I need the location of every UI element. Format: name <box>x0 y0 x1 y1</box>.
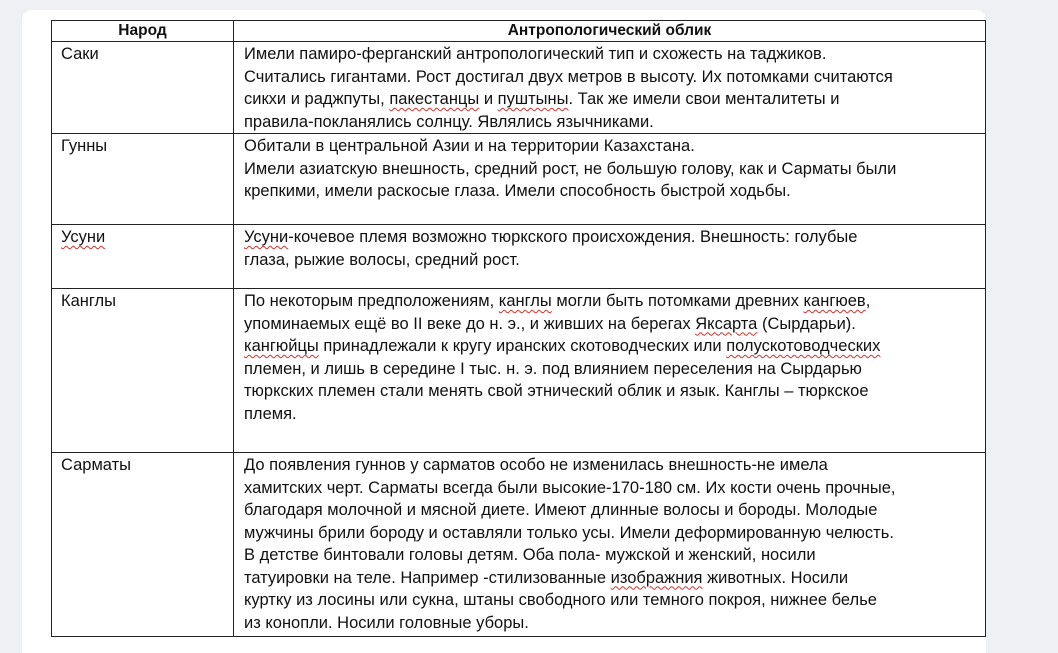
text-segment: Имели азиатскую внешность, средний рост, не большую голову, как и Сарматы были <box>244 159 897 178</box>
table-row <box>52 289 986 453</box>
spellcheck-word: пуштыны <box>497 90 569 108</box>
appearance-line <box>244 249 977 272</box>
appearance-line <box>244 544 977 567</box>
spellcheck-word: пакестанцы <box>389 90 480 108</box>
text-segment: принадлежали к кругу иранских скотоводческих или <box>318 337 727 355</box>
text-segment: По некоторым предположениям, <box>244 292 499 310</box>
appearance-line <box>244 313 977 336</box>
text-segment: . Так же имели свои менталитеты и <box>568 90 840 108</box>
text-segment: правила-покланялись солнцу. Являлись язычниками. <box>244 112 654 131</box>
text-segment: могли быть потомками древних <box>551 292 804 310</box>
text-segment: Считались гигантами. Рост достигал двух метров в высоту. Их потомками считаются <box>244 67 893 86</box>
appearance-line <box>244 158 977 181</box>
text-segment: из конопли. Носили головные уборы. <box>244 613 529 632</box>
appearance-line <box>244 380 977 403</box>
appearance-line <box>244 180 977 203</box>
table-header-row <box>52 21 986 42</box>
appearance-cell <box>234 225 986 289</box>
text-segment: Обитали в центральной Азии и на территории Казахстана. <box>244 137 695 155</box>
header-appearance: Антропологический облик <box>234 21 986 42</box>
appearance-line <box>244 135 977 158</box>
text-segment: племен, и лишь в середине I тыс. н. э. под влиянием переселения на Сырдарью <box>244 359 862 378</box>
text-segment: , <box>865 292 871 310</box>
appearance-line <box>244 226 977 249</box>
appearance-line <box>244 66 977 89</box>
text-segment: хамитских черт. Сарматы всегда были высокие-170-180 см. Их кости очень прочные, <box>244 478 896 497</box>
text-segment: Имели памиро-ферганский антропологический тип и схожесть на таджиков. <box>244 45 827 63</box>
ethnography-table <box>51 20 986 637</box>
text-segment: (Сырдарьи). <box>757 314 856 333</box>
spellcheck-word: кангюйцы <box>244 337 319 355</box>
table-row <box>52 42 986 134</box>
people-name-cell <box>52 42 234 134</box>
text-segment: сикхи и раджпуты, <box>244 90 390 108</box>
text-segment: животных. Носили <box>702 568 849 587</box>
appearance-line <box>244 454 977 477</box>
table-row <box>52 225 986 289</box>
text-segment: глаза, рыжие волосы, средний рост. <box>244 250 520 269</box>
appearance-cell <box>234 289 986 453</box>
appearance-cell <box>234 42 986 134</box>
appearance-line <box>244 335 977 358</box>
text-segment: упоминаемых ещё во II веке до н. э., и живших на берегах <box>244 314 696 333</box>
text-segment: племя. <box>244 404 297 423</box>
appearance-line <box>244 589 977 612</box>
appearance-line <box>244 88 977 111</box>
text-segment: татуировки на теле. Например -стилизованные <box>244 568 611 587</box>
people-name-cell <box>52 225 234 289</box>
table-body <box>52 42 986 637</box>
header-people: Народ <box>52 21 234 42</box>
appearance-line <box>244 43 977 66</box>
text-segment: До появления гуннов у сарматов особо не изменилась внешность-не имела <box>244 456 828 474</box>
appearance-line <box>244 477 977 500</box>
people-name: Саки <box>61 45 99 63</box>
people-name-cell <box>52 289 234 453</box>
spellcheck-word: канглы <box>498 292 552 310</box>
spellcheck-word: Яксарта <box>695 314 758 333</box>
text-segment: -кочевое племя возможно тюркского происхождения. Внешность: голубые <box>288 228 858 246</box>
appearance-line <box>244 111 977 134</box>
people-name: Сарматы <box>61 456 132 474</box>
table-row <box>52 453 986 637</box>
appearance-line <box>244 612 977 635</box>
text-segment: крепкими, имели раскосые глаза. Имели способность быстрой ходьбы. <box>244 182 791 200</box>
appearance-line <box>244 499 977 522</box>
text-segment: мужчины брили бороду и оставляли только усы. Имели деформированную челюсть. <box>244 523 894 542</box>
appearance-cell <box>234 453 986 637</box>
document-page <box>22 10 986 653</box>
table-row <box>52 134 986 225</box>
people-name: Канглы <box>61 292 117 310</box>
text-segment: благодаря молочной и мясной диете. Имеют длинные волосы и бороды. Молодые <box>244 501 878 519</box>
appearance-line <box>244 522 977 545</box>
appearance-line <box>244 567 977 590</box>
spellcheck-word: изображния <box>610 568 703 587</box>
text-segment: и <box>479 90 498 108</box>
people-name-cell <box>52 453 234 637</box>
people-name-cell <box>52 134 234 225</box>
spellcheck-word: полускотоводческих <box>726 337 881 355</box>
appearance-line <box>244 290 977 313</box>
appearance-line <box>244 403 977 426</box>
appearance-cell <box>234 134 986 225</box>
appearance-line <box>244 358 977 381</box>
people-name: Гунны <box>61 137 108 155</box>
spellcheck-word: кангюев <box>803 292 866 310</box>
spellcheck-word: Усуни <box>244 228 289 246</box>
text-segment: В детстве бинтовали головы детям. Оба пола- мужской и женский, носили <box>244 546 816 564</box>
text-segment: куртку из лосины или сукна, штаны свободного или темного покроя, нижнее белье <box>244 591 877 609</box>
text-segment: тюркских племен стали менять свой этнический облик и язык. Канглы – тюркское <box>244 382 869 400</box>
people-name: Усуни <box>61 228 106 246</box>
